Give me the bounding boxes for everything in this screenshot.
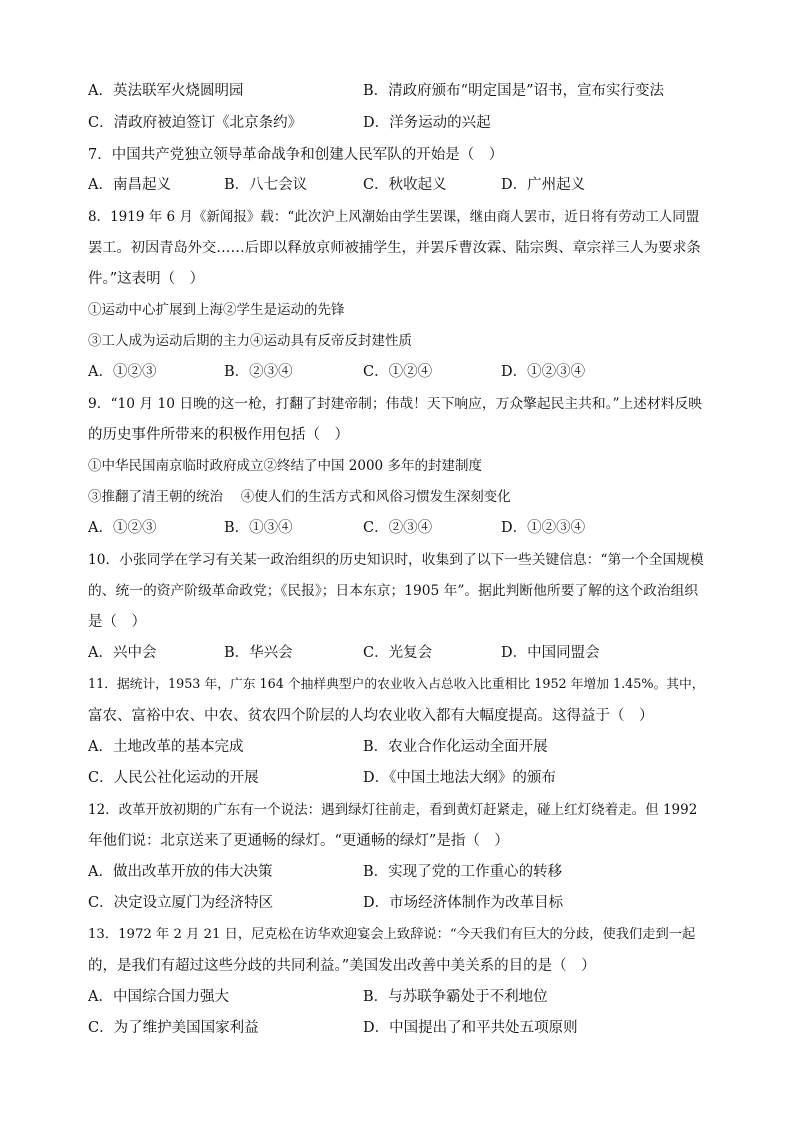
q8-stem-line-3: 件。”这表明（ ） bbox=[88, 271, 205, 287]
q11-option-d: D．《中国土地法大纲》的颁布 bbox=[363, 770, 556, 786]
q13-option-b: B．与苏联争霸处于不利地位 bbox=[363, 989, 548, 1005]
q8-option-b: B．②③④ bbox=[224, 364, 293, 380]
q10-stem-line-3: 是（ ） bbox=[88, 614, 146, 630]
q7-option-b: B．八七会议 bbox=[224, 177, 308, 193]
q11-stem-line-2: 富农、富裕中农、中农、贫农四个阶层的人均农业收入都有大幅度提高。这得益于（ ） bbox=[88, 708, 654, 724]
q11-option-c: C．人民公社化运动的开展 bbox=[88, 770, 259, 786]
q8-option-a: A．①②③ bbox=[88, 364, 157, 380]
q13-stem-line-1: 13．1972 年 2 月 21 日，尼克松在访华欢迎宴会上致辞说：“今天我们有巨大的分歧，使我们走到一起 bbox=[88, 927, 696, 942]
q12-stem-line-2: 年他们说：北京送来了更通畅的绿灯。“更通畅的绿灯”是指（ ） bbox=[88, 833, 509, 849]
q6-option-a: A．英法联军火烧圆明园 bbox=[88, 83, 244, 99]
q9-option-b: B．①③④ bbox=[224, 520, 293, 536]
q10-option-a: A．兴中会 bbox=[88, 645, 157, 661]
q8-option-c: C．①②④ bbox=[363, 364, 433, 380]
q10-option-b: B．华兴会 bbox=[224, 645, 293, 661]
q7-option-d: D．广州起义 bbox=[501, 177, 586, 193]
q9-option-c: C．②③④ bbox=[363, 520, 433, 536]
q8-stem-line-1: 8．1919 年 6 月《新闻报》载：“此次沪上风潮始由学生罢课，继由商人罢市，近日将有劳动工人同盟 bbox=[88, 209, 700, 225]
q10-stem-line-2: 的、统一的资产阶级革命政党；《民报》；日本东京；1905 年”。据此判断他所要了解的这个政治组织 bbox=[88, 583, 699, 599]
q9-statement-1: ①中华民国南京临时政府成立②终结了中国 2000 多年的封建制度 bbox=[88, 458, 482, 474]
q13-option-d: D．中国提出了和平共处五项原则 bbox=[363, 1020, 578, 1036]
q13-option-a: A．中国综合国力强大 bbox=[88, 989, 229, 1005]
q8-statement-1: ①运动中心扩展到上海②学生是运动的先锋 bbox=[88, 302, 345, 318]
q7-option-a: A．南昌起义 bbox=[88, 177, 171, 193]
q6-option-b: B．清政府颁布“明定国是”诏书，宣布实行变法 bbox=[363, 83, 664, 99]
q7-option-c: C．秋收起义 bbox=[363, 177, 447, 193]
q10-option-c: C．光复会 bbox=[363, 645, 433, 661]
q9-statement-2: ③推翻了清王朝的统治 ④使人们的生活方式和风俗习惯发生深刻变化 bbox=[88, 489, 511, 505]
q6-option-d: D．洋务运动的兴起 bbox=[363, 115, 491, 131]
q6-option-c: C．清政府被迫签订《北京条约》 bbox=[88, 115, 303, 131]
q11-stem-line-1: 11．据统计，1953 年，广东 164 个抽样典型户的农业收入占总收入比重相比 1952 年增加 1.45%。其中， bbox=[88, 677, 705, 692]
q9-stem-line-1: 9．“10 月 10 日晚的这一枪，打翻了封建帝制；伟哉！天下响应，万众擎起民主共和。”上述材料反映 bbox=[88, 396, 703, 412]
q9-option-a: A．①②③ bbox=[88, 520, 157, 536]
q7-stem: 7．中国共产党独立领导革命战争和创建人民军队的开始是（ ） bbox=[88, 147, 504, 163]
q9-stem-line-2: 的历史事件所带来的积极作用包括（ ） bbox=[88, 427, 349, 443]
q12-option-b: B．实现了党的工作重心的转移 bbox=[363, 864, 563, 880]
q11-option-b: B．农业合作化运动全面开展 bbox=[363, 739, 548, 755]
q12-option-d: D．市场经济体制作为改革目标 bbox=[363, 895, 564, 911]
q11-option-a: A．土地改革的基本完成 bbox=[88, 739, 244, 755]
q12-stem-line-1: 12．改革开放初期的广东有一个说法：遇到绿灯往前走，看到黄灯赶紧走，碰上红灯绕着走。但 1992 bbox=[88, 802, 698, 818]
q8-statement-2: ③工人成为运动后期的主力④运动具有反帝反封建性质 bbox=[88, 333, 412, 349]
q10-option-d: D．中国同盟会 bbox=[501, 645, 600, 661]
q12-option-c: C．决定设立厦门为经济特区 bbox=[88, 895, 274, 911]
q8-stem-line-2: 罢工。初因青岛外交……后即以释放京师被捕学生，并罢斥曹汝霖、陆宗舆、章宗祥三人为要求条 bbox=[88, 240, 701, 256]
q13-option-c: C．为了维护美国国家利益 bbox=[88, 1020, 259, 1036]
q13-stem-line-2: 的，是我们有超过这些分歧的共同利益。”美国发出改善中美关系的目的是（ ） bbox=[88, 958, 596, 974]
q8-option-d: D．①②③④ bbox=[501, 364, 586, 380]
q12-option-a: A．做出改革开放的伟大决策 bbox=[88, 864, 273, 880]
q9-option-d: D．①②③④ bbox=[501, 520, 586, 536]
q10-stem-line-1: 10．小张同学在学习有关某一政治组织的历史知识时，收集到了以下一些关键信息：“第一个全国规模 bbox=[88, 552, 704, 568]
